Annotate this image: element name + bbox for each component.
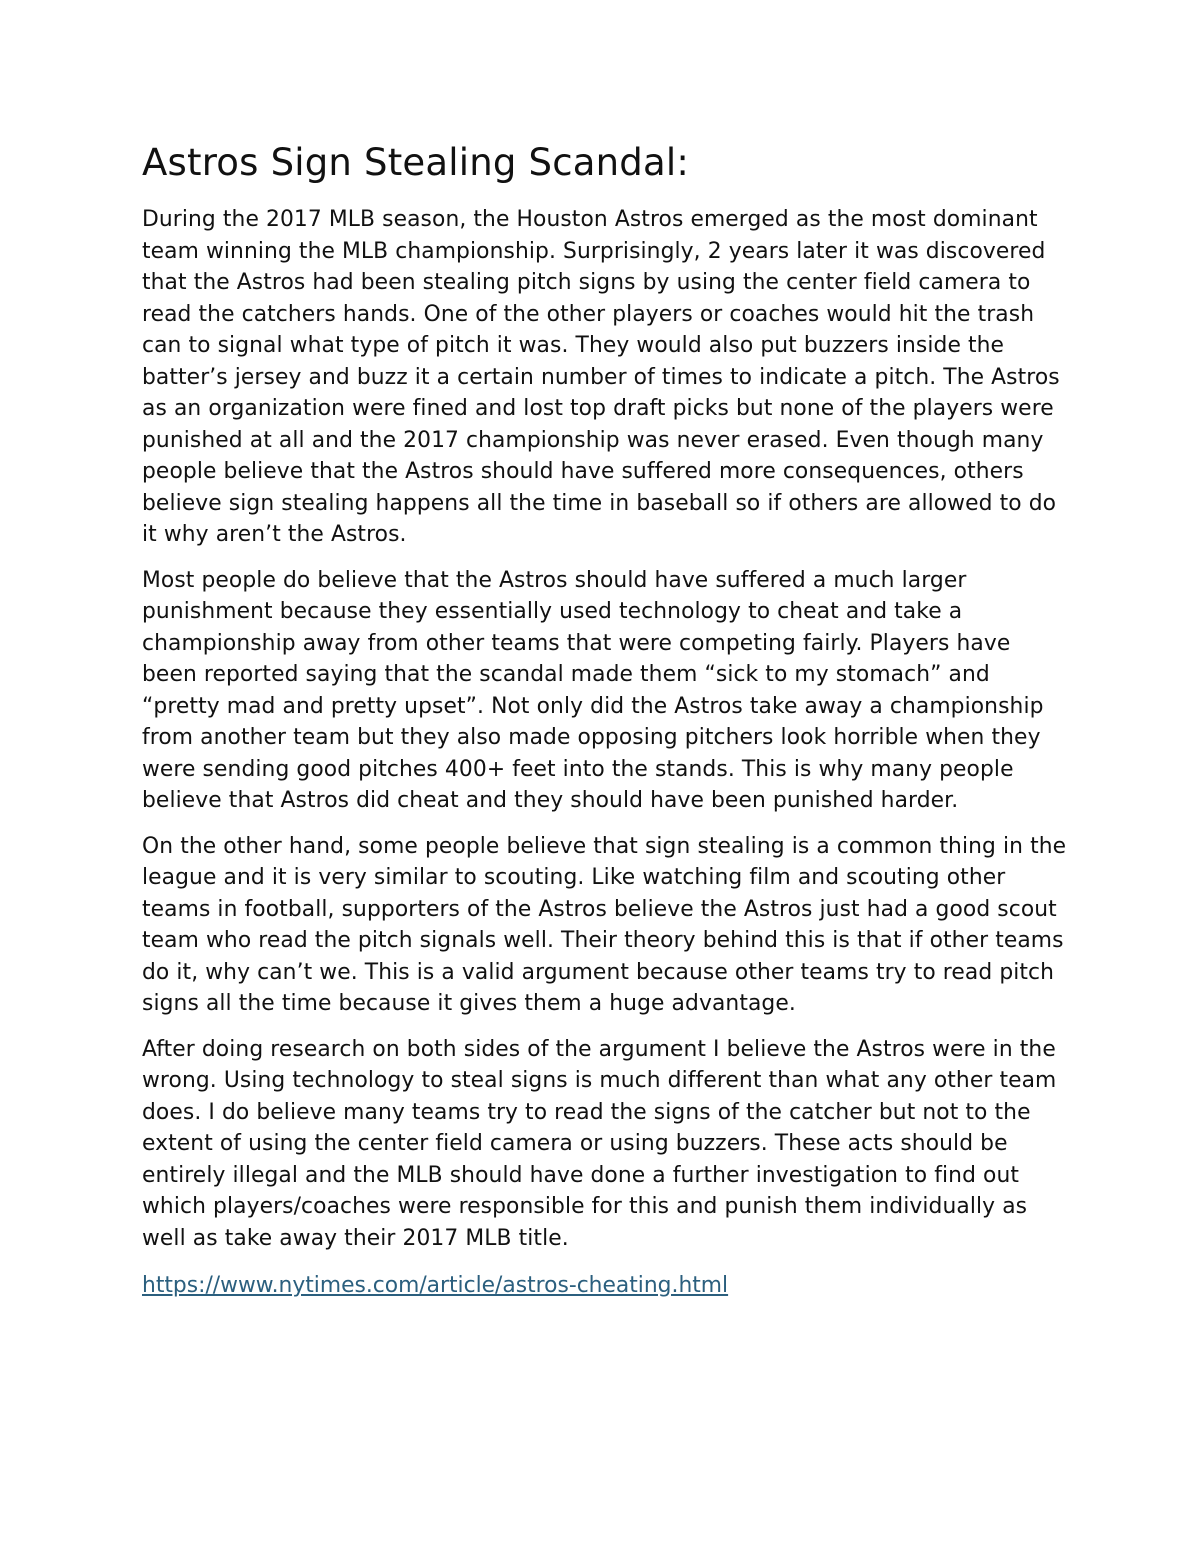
document-body xyxy=(142,140,1067,1302)
document-title: Astros Sign Stealing Scandal: xyxy=(142,141,689,184)
paragraph-1: During the 2017 MLB season, the Houston Astros emerged as the most dominant team winning the MLB championship. Surprisingly, 2 years later it was discovered that the Astros had been stealing pitch signs by using the center field camera to read the catchers hands. One of the other players or coaches would hit the trash can to signal what type of pitch it was. They would also put buzzers inside the batter’s jersey and buzz it a certain number of times to indicate a pitch. The Astros as an organization were fined and lost top draft picks but none of the players were punished at all and the 2017 championship was never erased. Even though many people believe that the Astros should have suffered more consequences, others believe sign stealing happens all the time in baseball so if others are allowed to do it why aren’t the Astros. xyxy=(142,207,1060,547)
paragraph-3: On the other hand, some people believe that sign stealing is a common thing in the league and it is very similar to scouting. Like watching film and scouting other teams in football, supporters of the Astros believe the Astros just had a good scout team who read the pitch signals well. Their theory behind this is that if other teams do it, why can’t we. This is a valid argument because other teams try to read pitch signs all the time because it gives them a huge advantage. xyxy=(142,833,1067,1016)
paragraph-2: Most people do believe that the Astros should have suffered a much larger punishment because they essentially used technology to cheat and take a championship away from other teams that were competing fairly. Players have been reported saying that the scandal made them “sick to my stomach” and “pretty mad and pretty upset”. Not only did the Astros take away a championship from another team but they also made opposing pitchers look horrible when they were sending good pitches 400+ feet into the stands. This is why many people believe that Astros did cheat and they should have been punished harder. xyxy=(142,567,1044,813)
source-link[interactable]: https://www.nytimes.com/article/astros-cheating.html xyxy=(142,1273,729,1298)
paragraph-4: After doing research on both sides of the argument I believe the Astros were in the wrong. Using technology to steal signs is much different than what any other team does. I do believe many teams try to read the signs of the catcher but not to the extent of using the center field camera or using buzzers. These acts should be entirely illegal and the MLB should have done a further investigation to find out which players/coaches were responsible for this and punish them individually as well as take away their 2017 MLB title. xyxy=(142,1036,1057,1251)
